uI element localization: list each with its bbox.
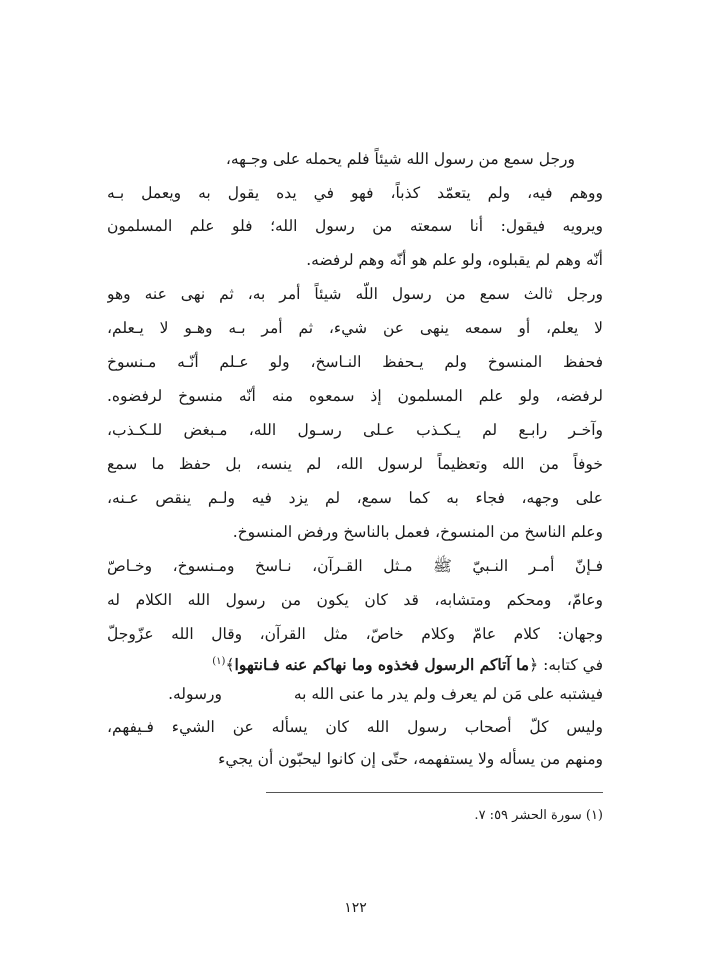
body-line: لا يعلم، أو سمعه ينهى عن شيء، ثم أمر بـه وهـو لا يـعلم،: [107, 319, 603, 337]
footnote: (١) سورة الحشر ٥٩: ٧.: [474, 808, 603, 823]
body-line: وجهان: كلام عامّ وكلام خاصّ، مثل القرآن، وقال الله عزّوجلّ: [107, 625, 603, 643]
body-line: على وجهه، فجاء به كما سمع، لم يزد فيه ولـم ينقص عـنه،: [107, 489, 603, 507]
body-line: لرفضه، ولو علم المسلمون إذ سمعوه منه أنّه منسوخ لرفضوه.: [107, 387, 603, 405]
body-line: وعلم الناسخ من المنسوخ، فعمل بالناسخ ورفض المنسوخ.: [232, 523, 603, 541]
body-line: ويرويه فيقول: أنا سمعته من رسول الله؛ فلو علم المسلمون: [107, 217, 603, 235]
quote-close: ﴾: [225, 656, 235, 674]
body-line-split: [98, 677, 603, 711]
quran-quote: ما آتاكم الرسول فخذوه وما نهاكم عنه فـانتهوا: [234, 655, 530, 674]
body-line: ورجل ثالث سمع من رسول اللّه شيئاً أمر به، ثم نهى عنه وهو: [107, 285, 603, 303]
body-line-part: ورسوله.: [168, 685, 222, 703]
footnote-ref: (١): [212, 655, 226, 667]
footnote-divider: [266, 792, 603, 793]
quote-intro: في كتابه: ﴿: [529, 656, 603, 674]
body-line: ومنهم من يسأله ولا يستفهمه، حتّى إن كانوا ليحبّون أن يجيء: [218, 750, 603, 768]
page-number: ١٢٢: [344, 900, 367, 916]
body-line: وآخـر رابـع لم يـكـذب عـلى رسـول الله، مـبغض للـكـذب،: [107, 421, 603, 439]
body-line: أنّه وهم لم يقبلوه، ولو علم هو أنّه وهم لرفضه.: [306, 251, 603, 269]
body-line: وعامّ، ومحكم ومتشابه، قد كان يكون من رسول الله الكلام له: [107, 591, 603, 609]
body-line: خوفاً من الله وتعظيماً لرسول الله، لم ينسه، بل حفظ ما سمع: [107, 455, 603, 473]
body-line: وليس كلّ أصحاب رسول الله كان يسأله عن الشيء فـيفهم،: [107, 718, 603, 736]
body-line-part: فيشتبه على مَن لم يعرف ولم يدر ما عنى الله به: [293, 685, 603, 703]
body-line: ورجل سمع من رسول الله شيئاً فلم يحمله على وجـهه،: [225, 150, 575, 168]
body-line: فحفظ المنسوخ ولم يـحفظ النـاسخ، ولو عـلم أنّـه مـنسوخ: [107, 353, 603, 371]
body-line: فـإنّ أمـر النـبيّ ﷺ مـثل القـرآن، نـاسخ ومـنسوخ، وخـاصّ: [107, 557, 603, 575]
body-line: ووهم فيه، ولم يتعمّد كذباً، فهو في يده يقول به ويعمل بـه: [107, 184, 603, 202]
